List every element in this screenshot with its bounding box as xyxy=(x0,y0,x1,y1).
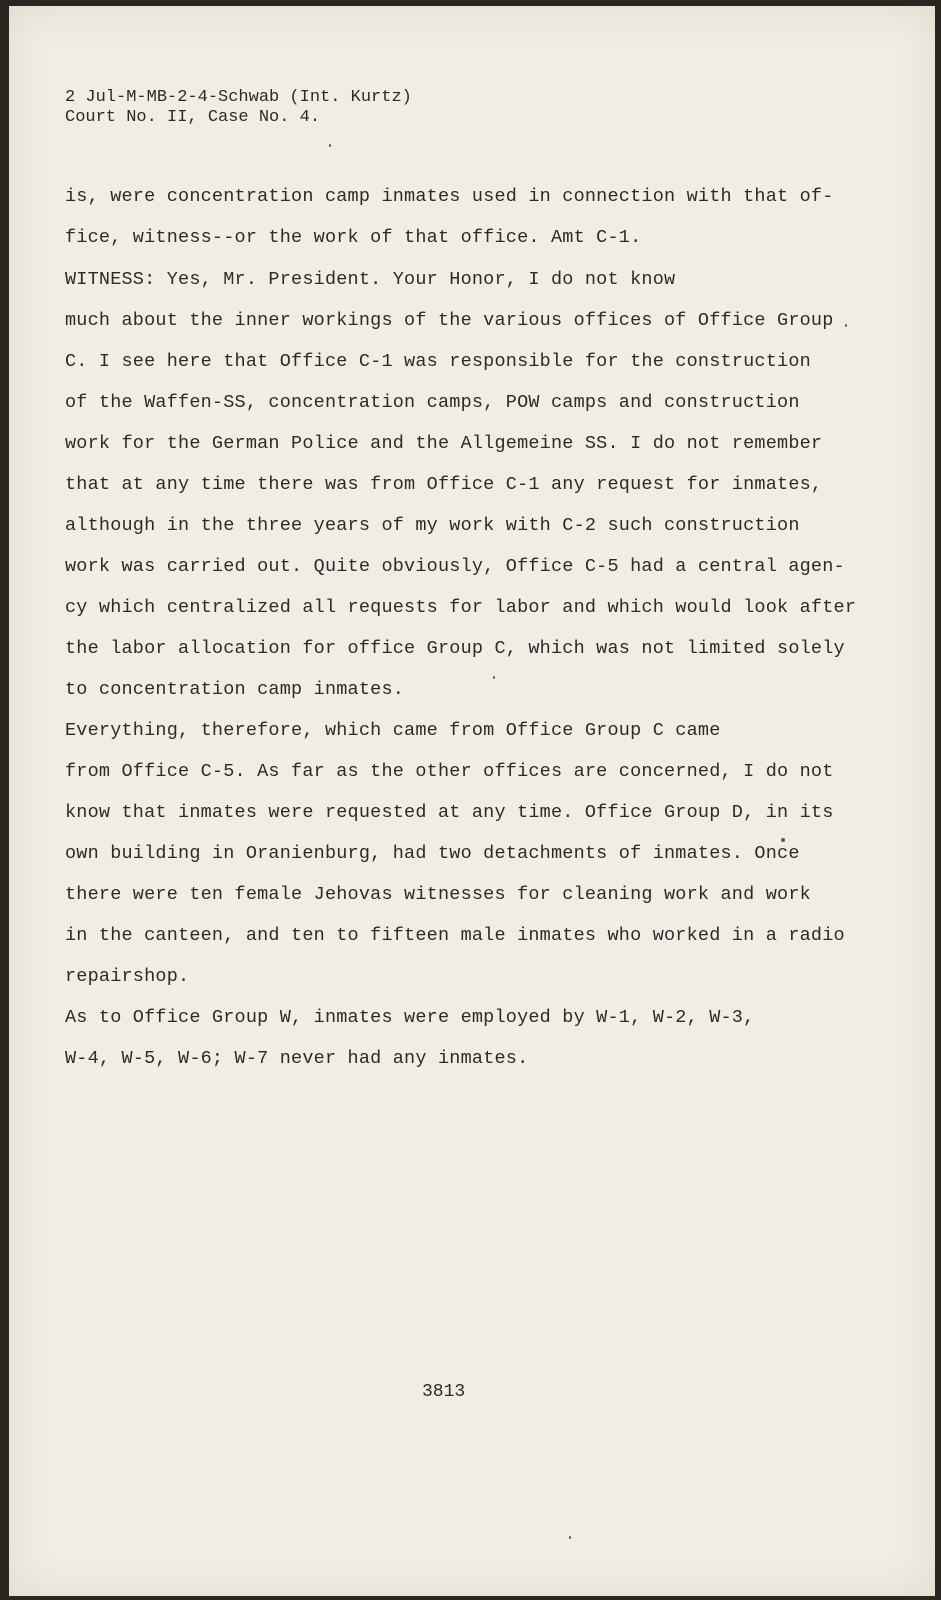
body-line: there were ten female Jehovas witnesses for cleaning work and work xyxy=(65,884,811,905)
body-line: of the Waffen-SS, concentration camps, POW camps and construction xyxy=(65,392,800,413)
body-line: know that inmates were requested at any time. Office Group D, in its xyxy=(65,802,834,823)
body-line: As to Office Group W, inmates were employed by W-1, W-2, W-3, xyxy=(65,1007,755,1028)
body-line: cy which centralized all requests for labor and which would look after xyxy=(65,597,857,618)
body-line: in the canteen, and ten to fifteen male inmates who worked in a radio xyxy=(65,925,845,946)
body-line: WITNESS: Yes, Mr. President. Your Honor, I do not know xyxy=(65,269,676,290)
header-line-2: Court No. II, Case No. 4. xyxy=(65,108,321,127)
paper-speck xyxy=(329,144,331,147)
body-line: fice, witness--or the work of that office. Amt C-1. xyxy=(65,227,642,248)
body-line: that at any time there was from Office C-1 any request for inmates, xyxy=(65,474,823,495)
paper-speck xyxy=(493,676,495,679)
header-line-1: 2 Jul-M-MB-2-4-Schwab (Int. Kurtz) xyxy=(65,88,412,107)
body-line: W-4, W-5, W-6; W-7 never had any inmates. xyxy=(65,1048,529,1069)
body-line: to concentration camp inmates. xyxy=(65,679,405,700)
body-line: C. I see here that Office C-1 was responsible for the construction xyxy=(65,351,811,372)
body-line: work was carried out. Quite obviously, Office C-5 had a central agen- xyxy=(65,556,845,577)
body-line: the labor allocation for office Group C, which was not limited solely xyxy=(65,638,845,659)
body-line: is, were concentration camp inmates used in connection with that of- xyxy=(65,186,834,207)
page-number: 3813 xyxy=(422,1382,466,1402)
body-line: although in the three years of my work with C-2 such construction xyxy=(65,515,800,536)
paper-speck xyxy=(569,1536,571,1539)
paper-speck xyxy=(845,324,847,327)
body-line: work for the German Police and the Allgemeine SS. I do not remember xyxy=(65,433,823,454)
body-line: own building in Oranienburg, had two detachments of inmates. Once xyxy=(65,843,800,864)
paper-speck xyxy=(781,838,785,842)
body-line: from Office C-5. As far as the other offices are concerned, I do not xyxy=(65,761,834,782)
document-page xyxy=(9,6,935,1596)
body-line: repairshop. xyxy=(65,966,190,987)
body-line: much about the inner workings of the various offices of Office Group xyxy=(65,310,834,331)
body-line: Everything, therefore, which came from Office Group C came xyxy=(65,720,721,741)
